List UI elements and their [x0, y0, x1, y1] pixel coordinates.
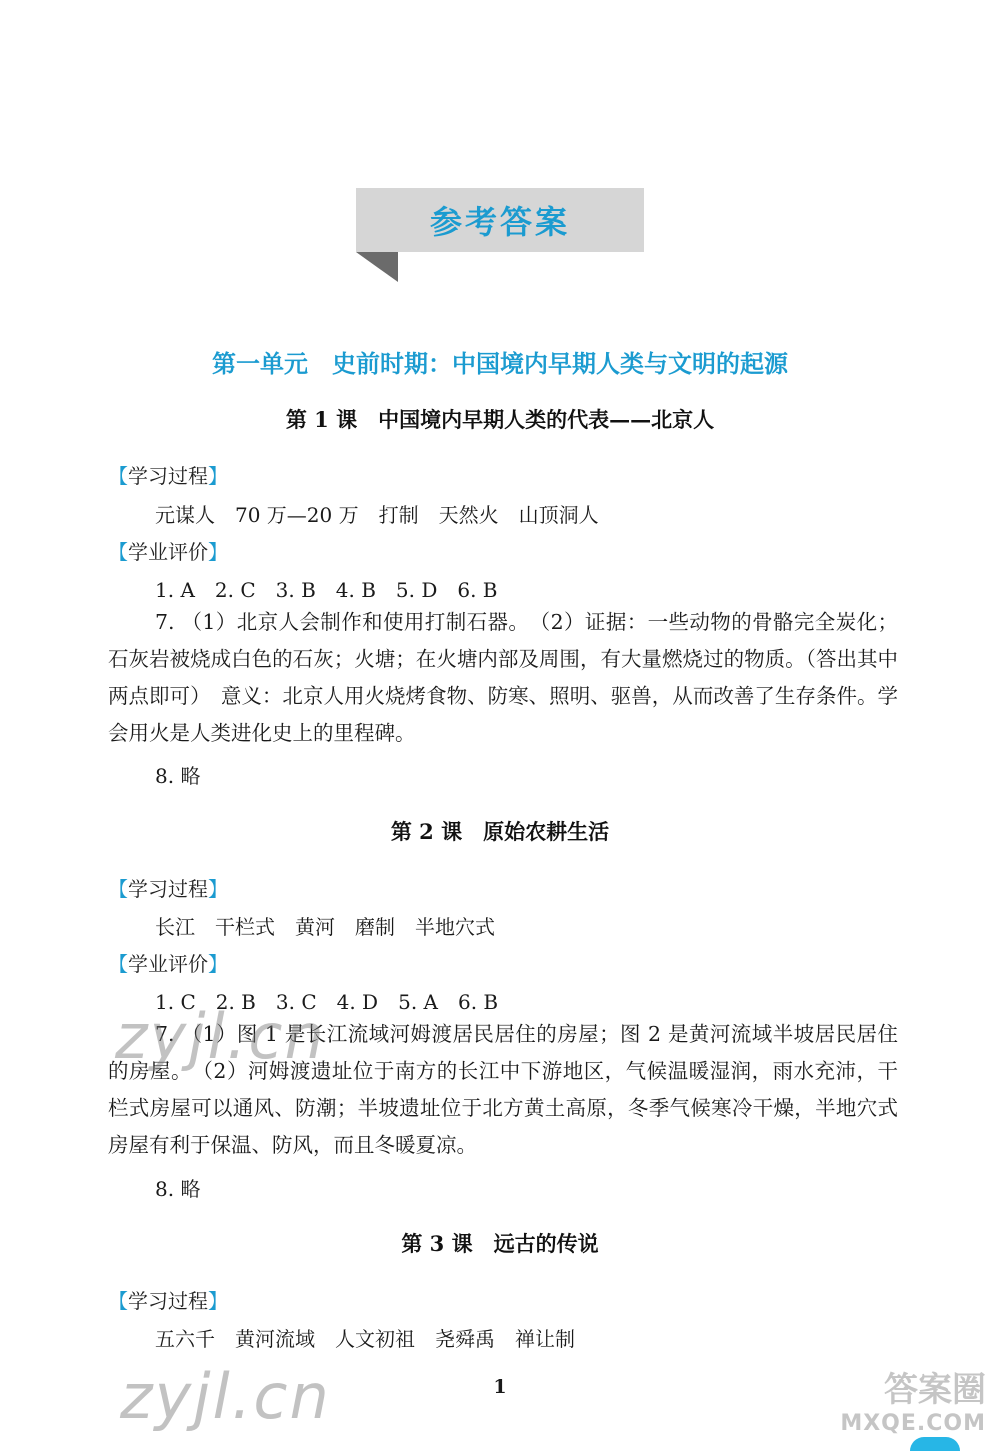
unit-title: 第一单元 史前时期：中国境内早期人类与文明的起源 [212, 350, 788, 378]
page-number: 1 [493, 1376, 507, 1398]
lesson-2-process-heading: 【学习过程】 [108, 877, 228, 901]
corner-tab-decoration [910, 1437, 960, 1451]
page-title: 参考答案 [429, 203, 570, 241]
lesson-3-process-heading: 【学习过程】 [108, 1289, 228, 1313]
lesson-2-choice-answers: 1. C 2. B 3. C 4. D 5. A 6. B [155, 990, 499, 1014]
lesson-2-eval-heading: 【学业评价】 [108, 952, 228, 976]
lesson-1-q8-answer: 8. 略 [155, 764, 201, 788]
banner-fold-decoration [356, 252, 398, 282]
lesson-1-eval-heading: 【学业评价】 [108, 540, 228, 564]
watermark-zyjl-upper: zyjl.cn [115, 1000, 326, 1073]
lesson-2-title: 第 2 课 原始农耕生活 [390, 819, 610, 844]
watermark-zyjl-lower: zyjl.cn [120, 1360, 331, 1433]
lesson-1-choice-answers: 1. A 2. C 3. B 4. B 5. D 6. B [155, 578, 498, 602]
lesson-2-process-answers: 长江 干栏式 黄河 磨制 半地穴式 [155, 915, 495, 939]
lesson-1-process-heading: 【学习过程】 [108, 464, 228, 488]
lesson-1-process-answers: 元谋人 70 万—20 万 打制 天然火 山顶洞人 [155, 503, 599, 527]
answer-banner [356, 188, 644, 252]
lesson-3-title: 第 3 课 远古的传说 [401, 1231, 599, 1256]
lesson-3-process-answers: 五六千 黄河流域 人文初祖 尧舜禹 禅让制 [155, 1327, 575, 1351]
lesson-1-q7-answer: 7. （1）北京人会制作和使用打制石器。 （2）证据：一些动物的骨骼完全炭化；石灰岩被烧成白色的石灰；火塘；在火塘内部及周围，有大量燃烧过的物质。（答出其中两点即可） 意义：北京人用火烧烤食物、防寒、照明、驱兽，从而改善了生存条件。学会用火是人类进化史上的里程碑。 [108, 610, 898, 745]
watermark-mxqe: 答案圈 MXQE.COM [840, 1370, 986, 1436]
lesson-2-q7-answer: 7. （1）图 1 是长江流域河姆渡居民居住的房屋；图 2 是黄河流域半坡居民居住的房屋。 （2）河姆渡遗址位于南方的长江中下游地区，气候温暖湿润，雨水充沛，干栏式房屋可以通风、防潮；半坡遗址位于北方黄土高原，冬季气候寒冷干燥，半地穴式房屋有利于保温、防风，而且冬暖夏凉。 [108, 1022, 898, 1157]
lesson-2-q8-answer: 8. 略 [155, 1177, 201, 1201]
lesson-1-title: 第 1 课 中国境内早期人类的代表——北京人 [285, 407, 715, 432]
